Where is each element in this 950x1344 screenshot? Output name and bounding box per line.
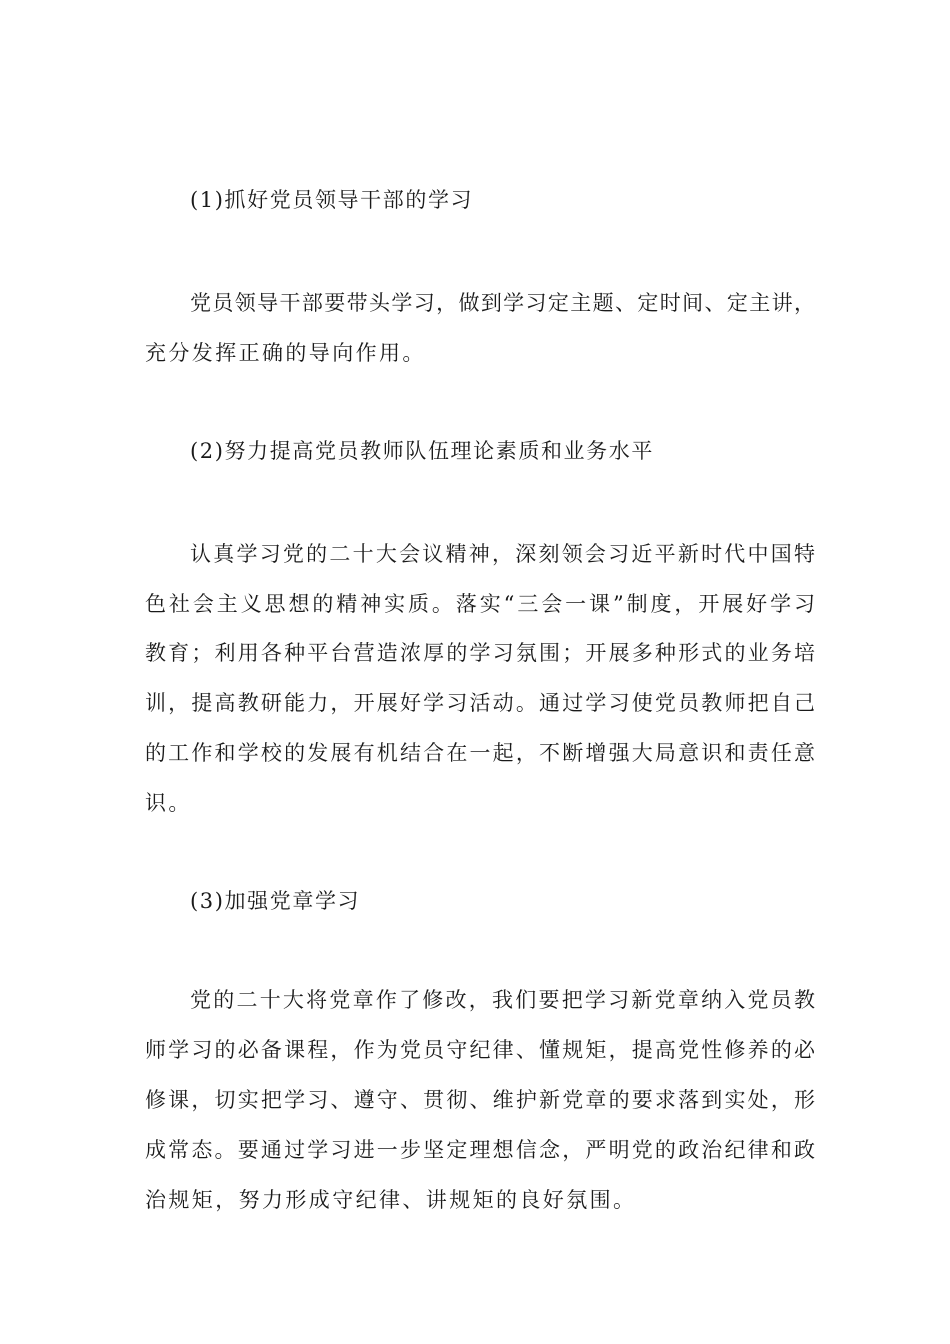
paragraph-2-line-1: 认真学习党的二十大会议精神，深刻领会习近平新时代中国特 (190, 542, 815, 566)
paragraph-2-line-5: 的工作和学校的发展有机结合在一起，不断增强大局意识和责任意 (145, 741, 815, 765)
paragraph-3-line-2: 师学习的必备课程，作为党员守纪律、懂规矩，提高党性修养的必 (145, 1038, 815, 1062)
paragraph-2-line-4: 训，提高教研能力，开展好学习活动。通过学习使党员教师把自己 (145, 691, 815, 715)
paragraph-2-line-6: 识。 (145, 791, 192, 815)
paragraph-2-line-2: 色社会主义思想的精神实质。落实“三会一课”制度，开展好学习 (145, 592, 815, 616)
paragraph-3-line-4: 成常态。要通过学习进一步坚定理想信念，严明党的政治纪律和政 (145, 1138, 815, 1162)
paragraph-3-line-5: 治规矩，努力形成守纪律、讲规矩的良好氛围。 (145, 1188, 637, 1212)
paragraph-2-line-3: 教育；利用各种平台营造浓厚的学习氛围；开展多种形式的业务培 (145, 641, 815, 665)
paragraph-1-line-1: 党员领导干部要带头学习，做到学习定主题、定时间、定主讲， (190, 291, 815, 315)
paragraph-3-line-1: 党的二十大将党章作了修改，我们要把学习新党章纳入党员教 (190, 988, 815, 1012)
section-heading-3: (3)加强党章学习 (190, 889, 361, 913)
section-heading-1: (1)抓好党员领导干部的学习 (190, 188, 474, 212)
paragraph-3-line-3: 修课，切实把学习、遵守、贯彻、维护新党章的要求落到实处，形 (145, 1088, 815, 1112)
section-heading-2: (2)努力提高党员教师队伍理论素质和业务水平 (190, 439, 654, 463)
paragraph-1-line-2: 充分发挥正确的导向作用。 (145, 341, 426, 365)
